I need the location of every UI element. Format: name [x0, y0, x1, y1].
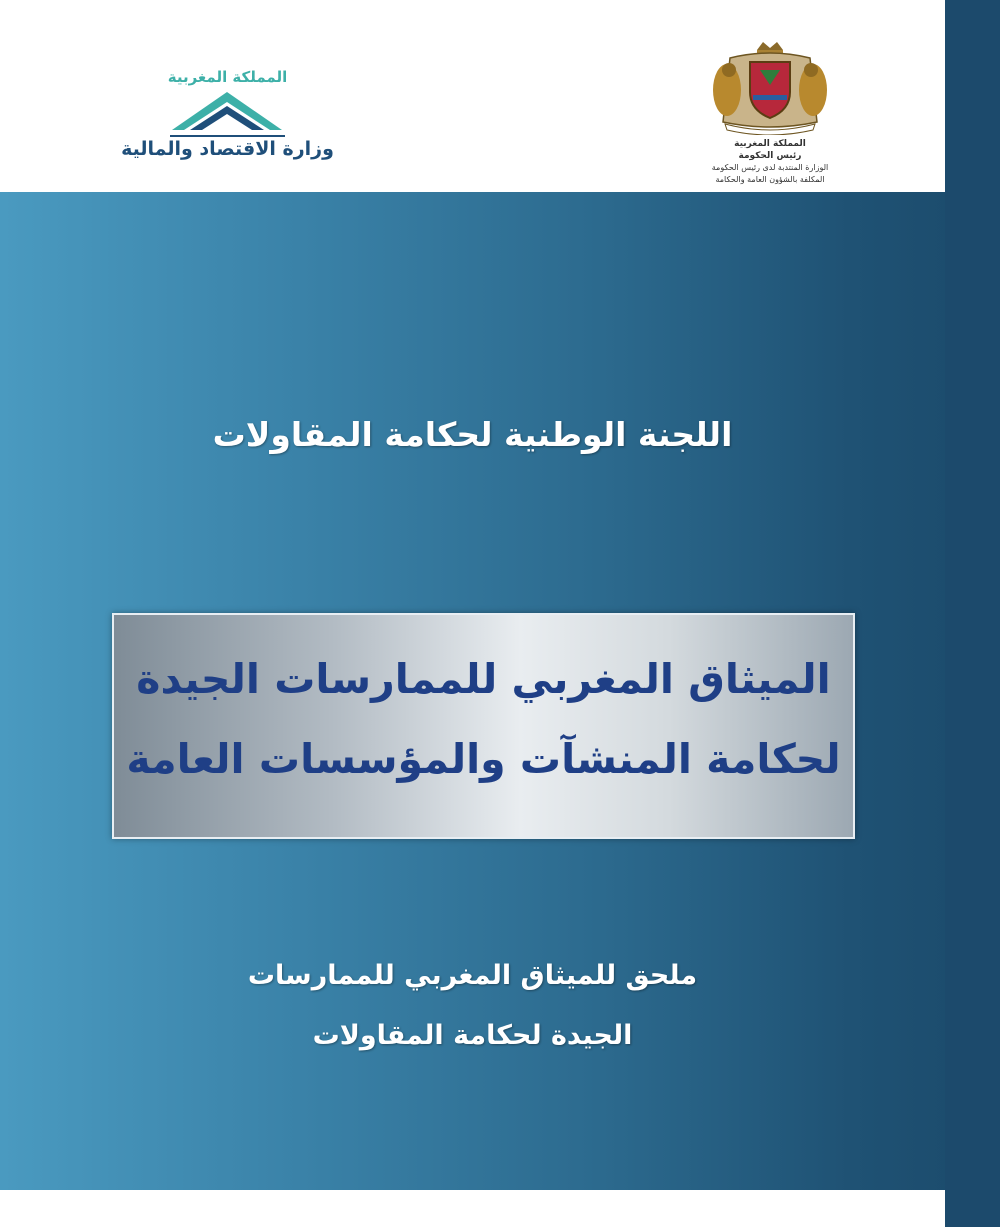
gov-line-affairs: المكلفة بالشؤون العامة والحكامة: [715, 175, 825, 184]
footer-band: [0, 1190, 945, 1227]
main-title-line-2: لحكامة المنشآت والمؤسسات العامة: [126, 735, 841, 783]
coat-of-arms-icon: [705, 40, 835, 135]
ministry-economy-finance-logo: [110, 60, 345, 175]
gov-line-ministry: الوزارة المنتدبة لدى رئيس الحكومة: [711, 163, 829, 172]
ministry-mark-icon: [170, 90, 285, 138]
annex-subtitle-line-1: ملحق للميثاق المغربي للممارسات: [247, 960, 698, 991]
header-band: [0, 0, 945, 192]
gov-line-kingdom: المملكة المغربية: [734, 139, 806, 149]
logo-kingdom-label: المملكة المغربية: [167, 68, 288, 86]
logo-ministry-label: وزارة الاقتصاد والمالية: [121, 138, 334, 160]
main-title-line-1: الميثاق المغربي للممارسات الجيدة: [136, 655, 831, 703]
government-logo-text: [670, 138, 870, 186]
right-strip: [945, 0, 1000, 1227]
committee-title: اللجنة الوطنية لحكامة المقاولات: [212, 415, 733, 454]
gov-line-head: رئيس الحكومة: [738, 151, 802, 161]
main-title-box: [112, 613, 855, 839]
annex-subtitle-line-2: الجيدة لحكامة المقاولات: [312, 1020, 633, 1051]
